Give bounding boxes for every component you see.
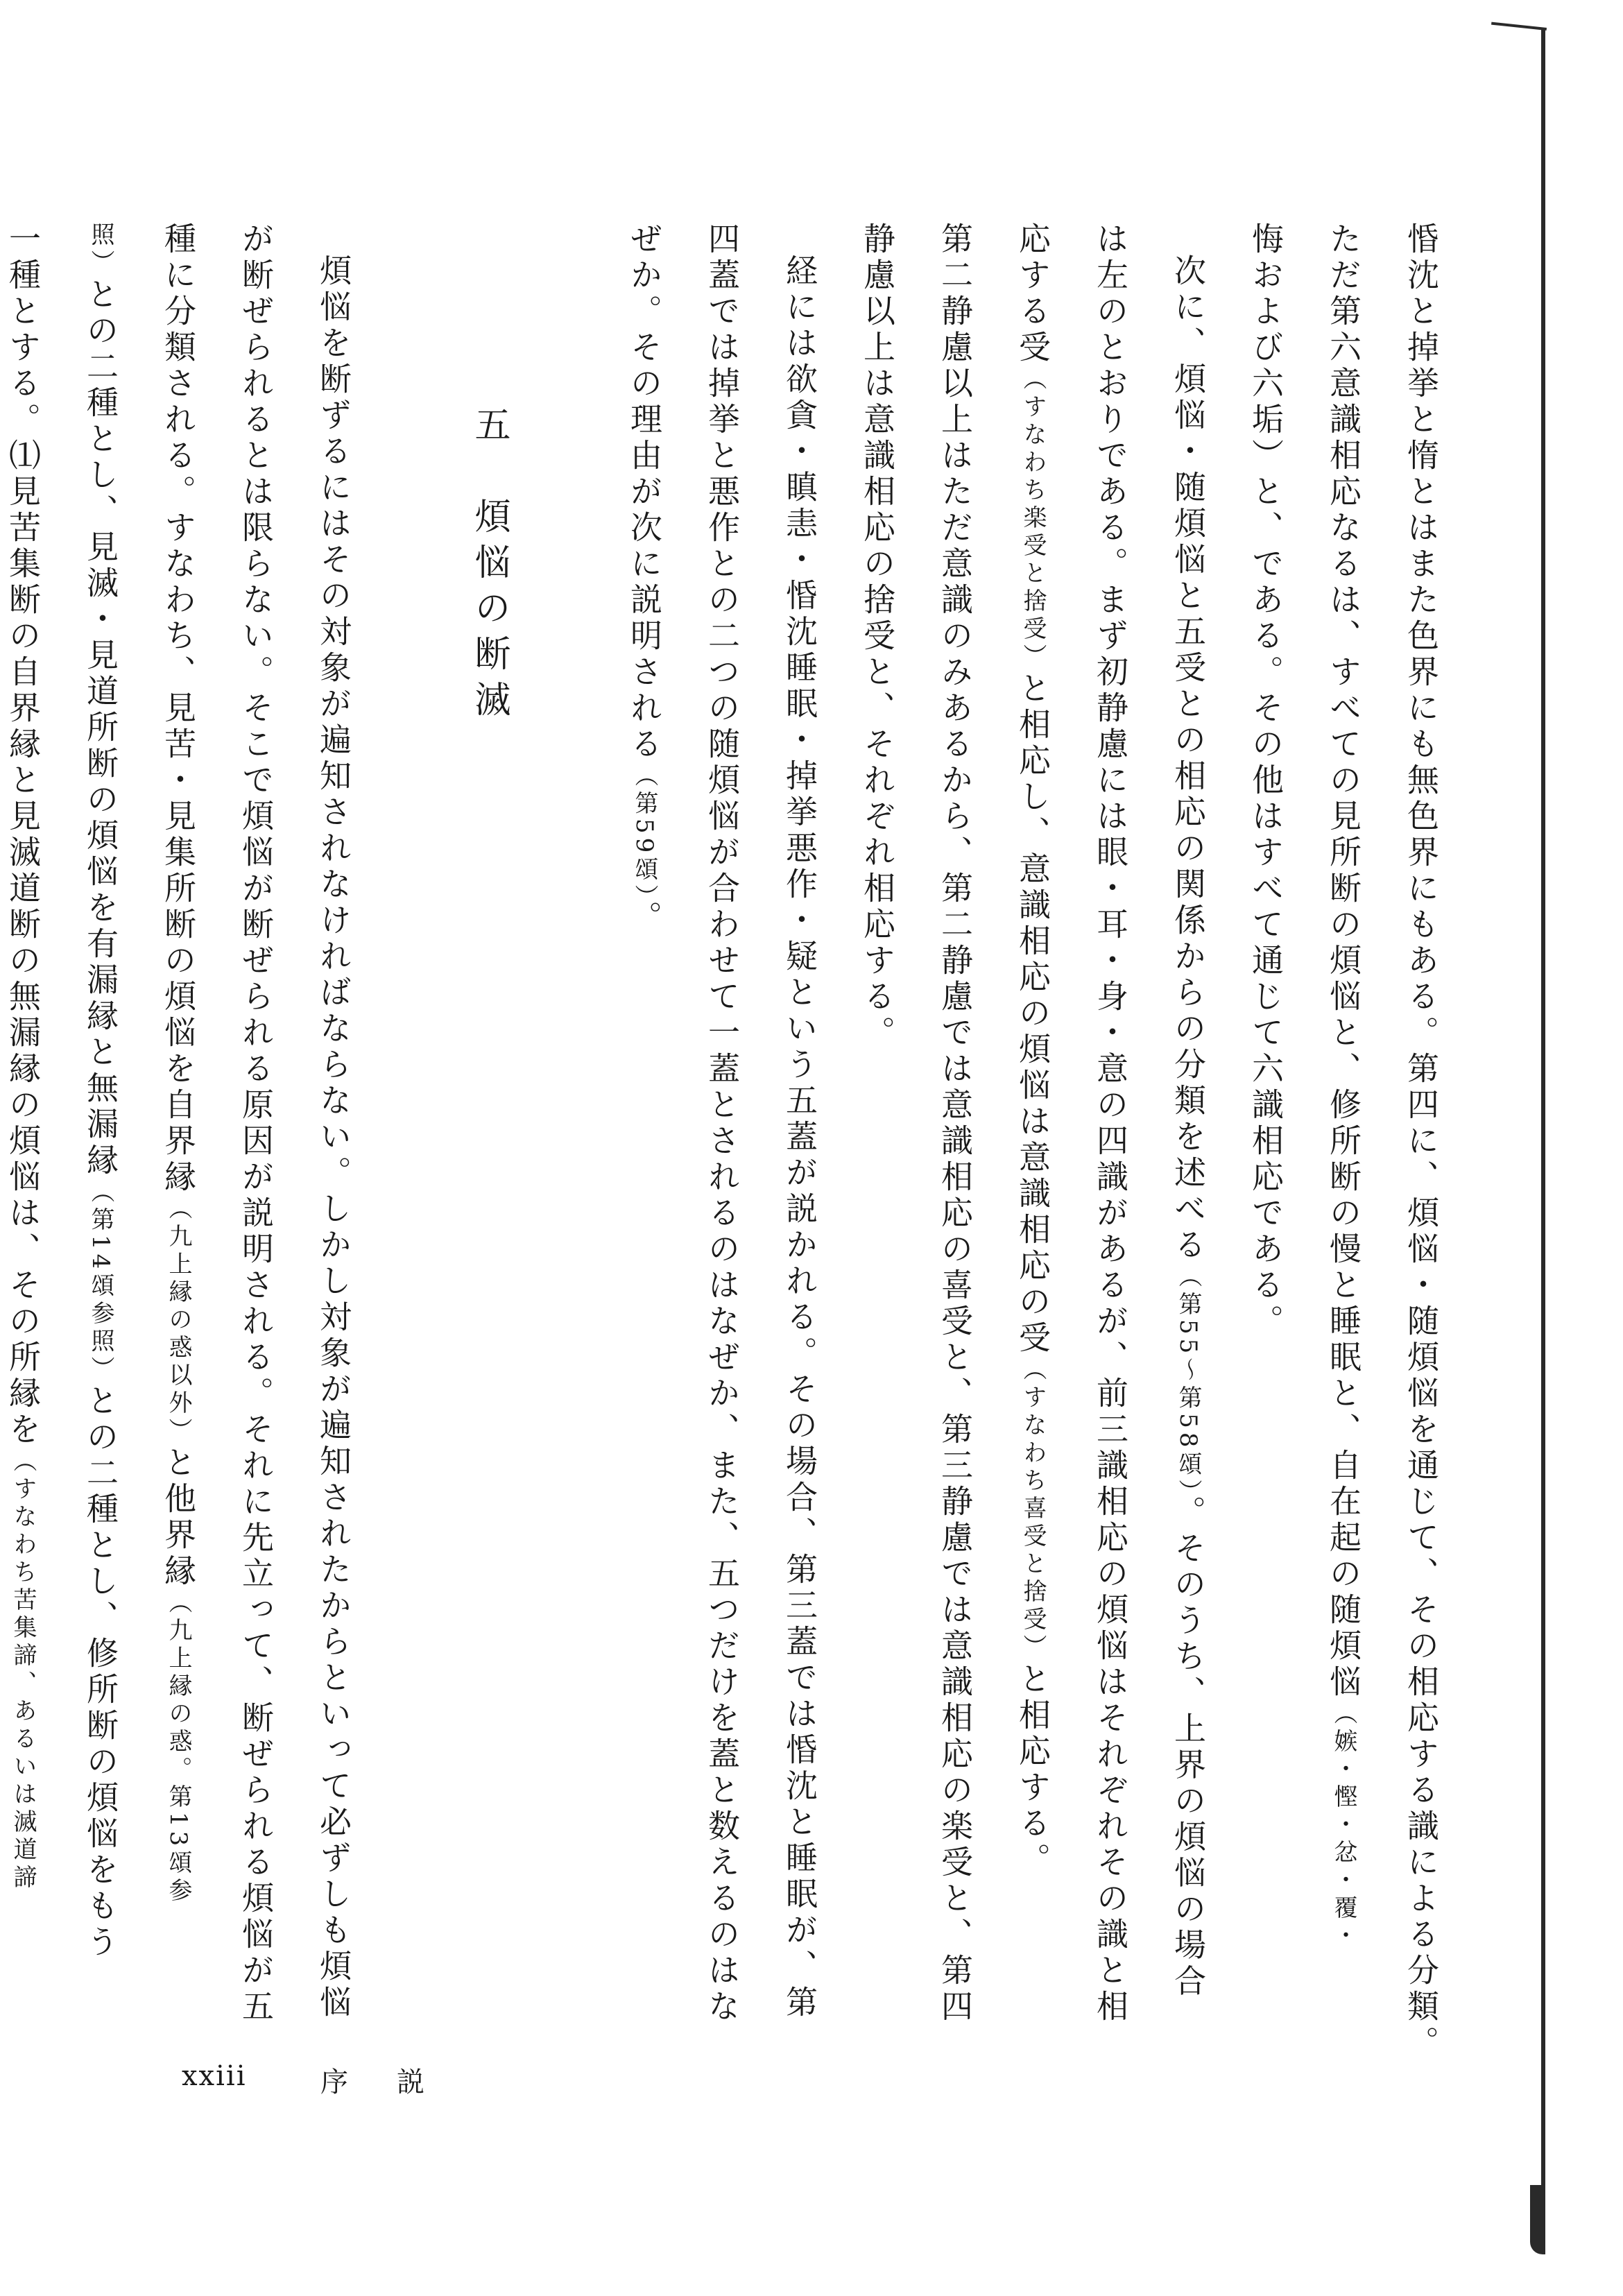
scan-binding-edge [1541,28,1545,2247]
text-line-5: は左のとおりである。まず初静慮には眼・耳・身・意の四識があるが、前三識相応の煩悩はそれぞれその識と相 [1092,222,1129,2025]
vertical-text-body [4,222,1460,2062]
text-line-7: 第二静慮以上はただ意識のみあるから、第二静慮では意識相応の喜受と、第三静慮では意識相応の楽受と、第四 [936,222,974,2025]
text-line-6: 応する受（すなわち楽受と捨受）と相応し、意識相応の煩悩は意識相応の受（すなわち喜受と捨受）と相応する。 [1014,222,1051,1878]
text-line-16: 一種とする。⑴見苦集断の自界縁と見滅道断の無漏縁の煩悩は、その所縁を（すなわち苦集諦、あるいは滅道諦 [4,222,42,1892]
text-line-2: ただ第六意識相応なるは、すべての見所断の煩悩と、修所断の慢と睡眠と、自在起の随煩悩（嫉・慳・忿・覆・ [1325,222,1362,1951]
text-line-13: が断ぜられるとは限らない。そこで煩悩が断ぜられる原因が説明される。それに先立って、断ぜられる煩悩が五 [237,222,275,2025]
text-line-15: 照）との二種とし、見滅・見道所断の煩悩を有漏縁と無漏縁（第14頌参照）との二種とし、修所断の煩悩をもう [82,222,119,1962]
text-line-4: 次に、煩悩・随煩悩と五受との相応の関係からの分類を述べる（第55～第58頌）。そのうち、上界の煩悩の場合 [1169,254,1207,2001]
running-title: 序説 [320,2066,473,2098]
page-footer [182,2060,542,2102]
text-line-12: 煩悩を断ずるにはその対象が遍知されなければならない。しかし対象が遍知されたからといって必ずしも煩悩 [315,254,352,2021]
text-line-8: 静慮以上は意識相応の捨受と、それぞれ相応する。 [859,222,896,1052]
page-number: xxiii [182,2060,247,2092]
spacer-column [372,222,450,2039]
scan-edge-tail [1530,2185,1545,2254]
text-line-3: 悔および六垢）と、である。その他はすべて通じて六識相応である。 [1247,222,1285,1340]
scan-edge-top [1491,22,1547,31]
text-line-14: 種に分類される。すなわち、見苦・見集所断の煩悩を自界縁（九上縁の惑以外）と他界縁（九上縁の惑。第13頌参 [160,222,197,1906]
text-line-9: 経には欲貪・瞋恚・惛沈睡眠・掉挙悪作・疑という五蓋が説かれる。その場合、第三蓋では惛沈と睡眠が、第 [781,254,818,2021]
section-heading: 五 煩悩の断滅 [468,406,510,726]
spacer-column [528,222,606,2039]
text-line-11: ぜか。その理由が次に説明される（第59頌）。 [626,222,663,937]
text-line-10: 四蓋では掉挙と悪作との二つの随煩悩が合わせて一蓋とされるのはなぜか、また、五つだけを蓋と数えるのはな [703,222,741,2025]
text-line-1: 惛沈と掉挙と惰とはまた色界にも無色界にもある。第四に、煩悩・随煩悩を通じて、その相応する識による分類。 [1402,222,1440,2062]
